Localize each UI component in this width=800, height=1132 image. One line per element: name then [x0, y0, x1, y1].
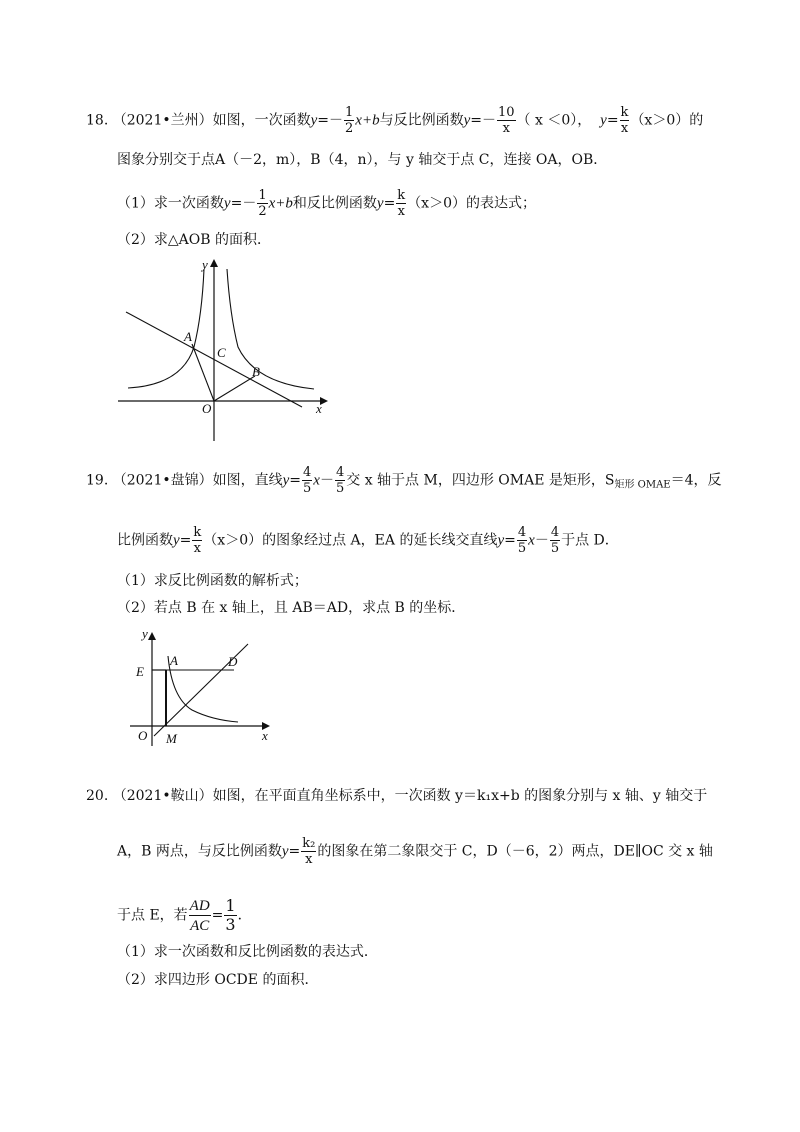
den: x [397, 204, 405, 219]
q18-text: 如图，一次函数 [212, 112, 311, 129]
label-d: D [228, 654, 238, 669]
q18-source: （2021•兰州） [112, 112, 213, 129]
q19-text: （x＞0）的图象经过点 A，EA 的延长线交直线 [203, 532, 498, 549]
label-o: O [202, 401, 212, 416]
q20-text: 如图，在平面直角坐标系中，一次函数 y＝k₁x+b 的图象分别与 x 轴、y 轴交于 [212, 788, 708, 804]
num: k [620, 105, 629, 120]
q18-text: 与反比例函数 [379, 112, 464, 129]
hyperbola-left [128, 269, 204, 388]
op: = [179, 532, 192, 549]
var: y [600, 112, 607, 129]
num: k [193, 525, 202, 540]
op: =－ [317, 112, 344, 129]
q20-line3 [117, 896, 252, 935]
q20-text: 于点 E，若 [117, 907, 188, 924]
den: 5 [550, 541, 560, 556]
op: =－ [470, 112, 496, 129]
q20-part1: （1）求一次函数和反比例函数的表达式． [117, 944, 378, 960]
var: y [310, 112, 318, 129]
fraction [335, 465, 345, 496]
label-x: x [316, 401, 322, 416]
fraction [192, 525, 202, 556]
q19-text: 比例函数 [117, 532, 173, 549]
op: =－ [230, 195, 257, 212]
q18-text: 和反比例函数 [292, 195, 377, 212]
var: x [313, 472, 320, 489]
label-b: B [252, 364, 260, 379]
q19-text: 于点 D． [561, 532, 619, 549]
q18-part1 [117, 188, 536, 219]
var: x+b [268, 195, 293, 212]
var: y [376, 195, 384, 212]
var: y [463, 112, 471, 129]
hyperbola-right [227, 269, 314, 389]
num: k₂ [302, 836, 316, 851]
fraction [302, 465, 312, 496]
segment-ob [214, 376, 255, 401]
num: 4 [335, 465, 345, 480]
den: x [620, 121, 629, 136]
num: 1 [225, 896, 236, 915]
label-y: y [142, 626, 148, 641]
fraction [257, 188, 267, 219]
var: y [281, 843, 289, 860]
den: 2 [258, 204, 267, 219]
den: 5 [517, 541, 527, 556]
label-x: x [262, 728, 268, 743]
q20-line2 [117, 836, 713, 867]
fraction [224, 897, 236, 934]
den [189, 915, 211, 935]
q19-source: （2021•盘锦） [112, 472, 213, 489]
rect-subscript: 矩形 OMAE [614, 479, 671, 491]
fraction [301, 836, 316, 867]
num: 10 [497, 105, 515, 120]
label-m: M [166, 731, 177, 746]
num: 4 [303, 465, 312, 480]
op: = [288, 843, 301, 860]
fraction [517, 525, 527, 556]
den: x [301, 851, 316, 867]
den: x [193, 541, 202, 556]
den: 2 [345, 121, 354, 136]
num: k [397, 188, 406, 203]
q18-figure [110, 255, 350, 445]
op: = [211, 907, 224, 924]
den: 3 [225, 915, 236, 934]
q20-text: A，B 两点，与反比例函数 [117, 843, 282, 860]
var: y [282, 472, 290, 489]
op: = [504, 532, 516, 549]
fraction [396, 188, 406, 219]
var: y [223, 195, 231, 212]
q19-line1: 19. （2021•盘锦）如图，直线y= $\frac{4}{5}$ x－ $\frac{4}{5}$ 交 x 轴于点 M，四边形 OMAE 是矩形，$S_{矩形 OMAE}=4$，反 [86, 465, 722, 496]
num: 4 [517, 525, 527, 540]
num: 4 [550, 525, 560, 540]
segment-oa [192, 344, 214, 401]
label-e: E [136, 664, 144, 679]
q18-text: （1）求一次函数 [117, 195, 224, 212]
den: x [497, 120, 516, 136]
q18-part2: （2）求△AOB 的面积． [117, 232, 271, 248]
fraction [550, 525, 560, 556]
num: 1 [258, 188, 267, 203]
q18-number: 18. [86, 112, 109, 129]
q20-source: （2021•鞍山） [112, 788, 213, 804]
q18-text: （ x ＜0）， [516, 112, 592, 129]
q19-text: 如图，直线 [212, 472, 283, 489]
q19-number: 19. [86, 472, 109, 489]
op: = [289, 472, 302, 489]
label-y: y [202, 257, 208, 272]
var: AC [190, 918, 210, 934]
q20-text: ． [237, 907, 252, 924]
fraction [344, 105, 354, 136]
q20-line1 [86, 786, 707, 806]
q19-line2: 比例函数y= $\frac{k}{x}$ （x＞0）的图象经过点 A，EA 的延长线交直线y= $\frac{4}{5}$ x－ $\frac{4}{5}$ 于点 D． [117, 525, 619, 556]
q20-number: 20. [86, 788, 109, 804]
q19-text: 交 x 轴于点 M，四边形 OMAE 是矩形，S [346, 472, 615, 489]
q19-text: ＝4，反 [670, 472, 722, 489]
q19-figure [130, 626, 280, 752]
var: x+b [355, 112, 380, 129]
num: 1 [345, 105, 354, 120]
q20-text: 的图象在第二象限交于 C，D（－6，2）两点，DE∥OC 交 x 轴 [317, 843, 713, 860]
q20-part2: （2）求四边形 OCDE 的面积． [117, 972, 319, 988]
q19-part2: （2）若点 B 在 x 轴上，且 AB＝AD，求点 B 的坐标． [117, 600, 466, 616]
q18-text: （x＞0）的表达式； [407, 195, 536, 212]
op: = [606, 112, 619, 129]
y-axis-arrow [210, 259, 218, 267]
op: = [383, 195, 396, 212]
fraction [620, 105, 630, 136]
q19-part1: （1）求反比例函数的解析式； [117, 573, 308, 589]
label-a: A [184, 329, 192, 344]
var: y [497, 532, 505, 549]
den: 5 [335, 481, 345, 496]
q18-line2: 图象分别交于点A（－2，m），B（4，n），与 y 轴交于点 C，连接 OA，OB． [117, 152, 608, 168]
q18-text: （x＞0）的 [630, 112, 704, 129]
y-axis-arrow [148, 632, 156, 640]
num [189, 896, 211, 915]
den: 5 [303, 481, 312, 496]
fraction [497, 105, 516, 136]
var: y [173, 532, 180, 549]
fraction [189, 896, 211, 935]
var: x [528, 532, 535, 549]
label-o: O [138, 728, 148, 743]
q18-line1 [86, 105, 703, 136]
label-c: C [217, 345, 226, 360]
var: AD [189, 898, 210, 914]
label-a: A [170, 653, 178, 668]
